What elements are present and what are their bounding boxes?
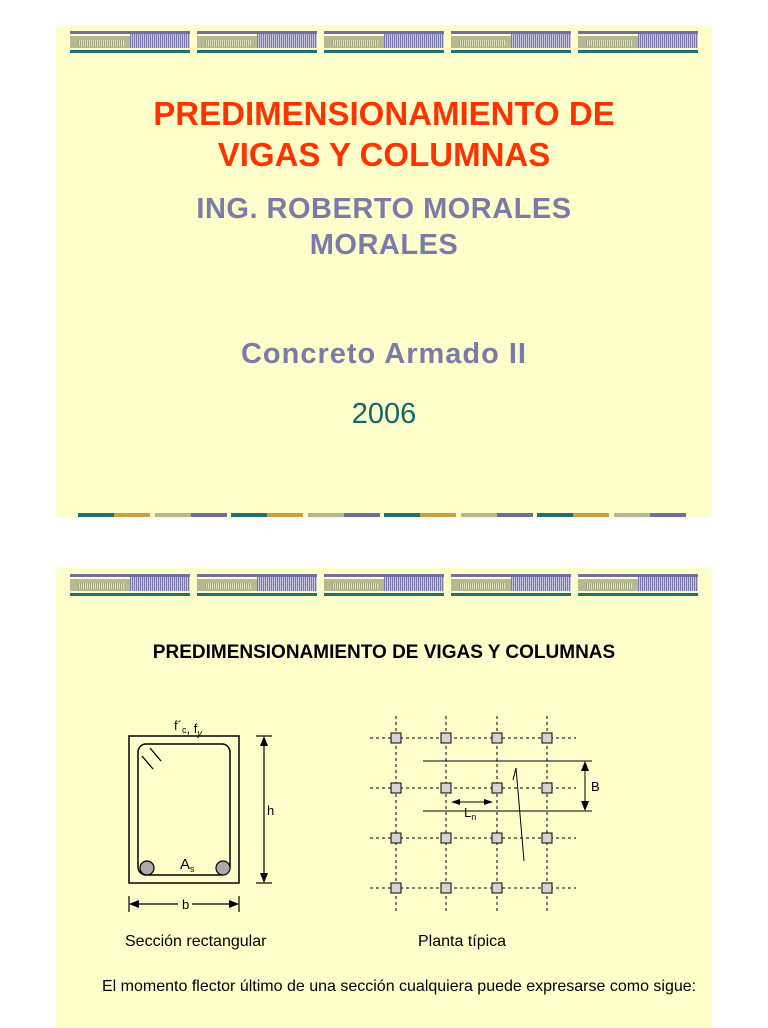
course-year: 2006 [351,398,417,430]
content-slide-title: PREDIMENSIONAMIENTO DE VIGAS Y COLUMNAS [152,642,616,663]
plan-span-label: B [591,779,600,794]
banner-tile [70,31,190,53]
decorative-banner [70,31,698,53]
slide-title-line-1: PREDIMENSIONAMIENTO DE [153,95,615,132]
section-diagram [56,568,712,968]
stirrup-hook [150,748,161,761]
rebar [140,861,154,875]
stirrup-hook [142,756,153,769]
title-slide [56,25,712,518]
author-line-1: ING. ROBERTO MORALES [196,193,572,225]
steel-area-label: $A_s$ [180,856,195,874]
banner-tile [324,31,444,53]
slide-title [56,93,712,175]
course-name: Concreto Armado II [240,338,527,370]
plan-diagram [370,716,600,913]
width-label: b [182,897,190,912]
slide-title-line-2: VIGAS Y COLUMNAS [217,136,551,173]
rebar [216,861,230,875]
height-label: h [267,803,275,818]
author-name [56,191,712,263]
banner-tile [451,31,571,53]
body-paragraph: El momento flector último de una sección cualquiera puede expresarse como sigue: [102,978,697,995]
decorative-footer-bar [78,513,688,517]
banner-tile [578,31,698,53]
content-slide [56,568,712,1028]
plan-clear-span-label: $L_n$ [464,805,477,822]
section-caption: Sección rectangular [125,933,267,950]
banner-tile [197,31,317,53]
author-line-2: MORALES [309,229,459,261]
materials-label: $f´_c$, $f_y$ [174,718,202,738]
plan-caption: Planta típica [418,933,507,950]
